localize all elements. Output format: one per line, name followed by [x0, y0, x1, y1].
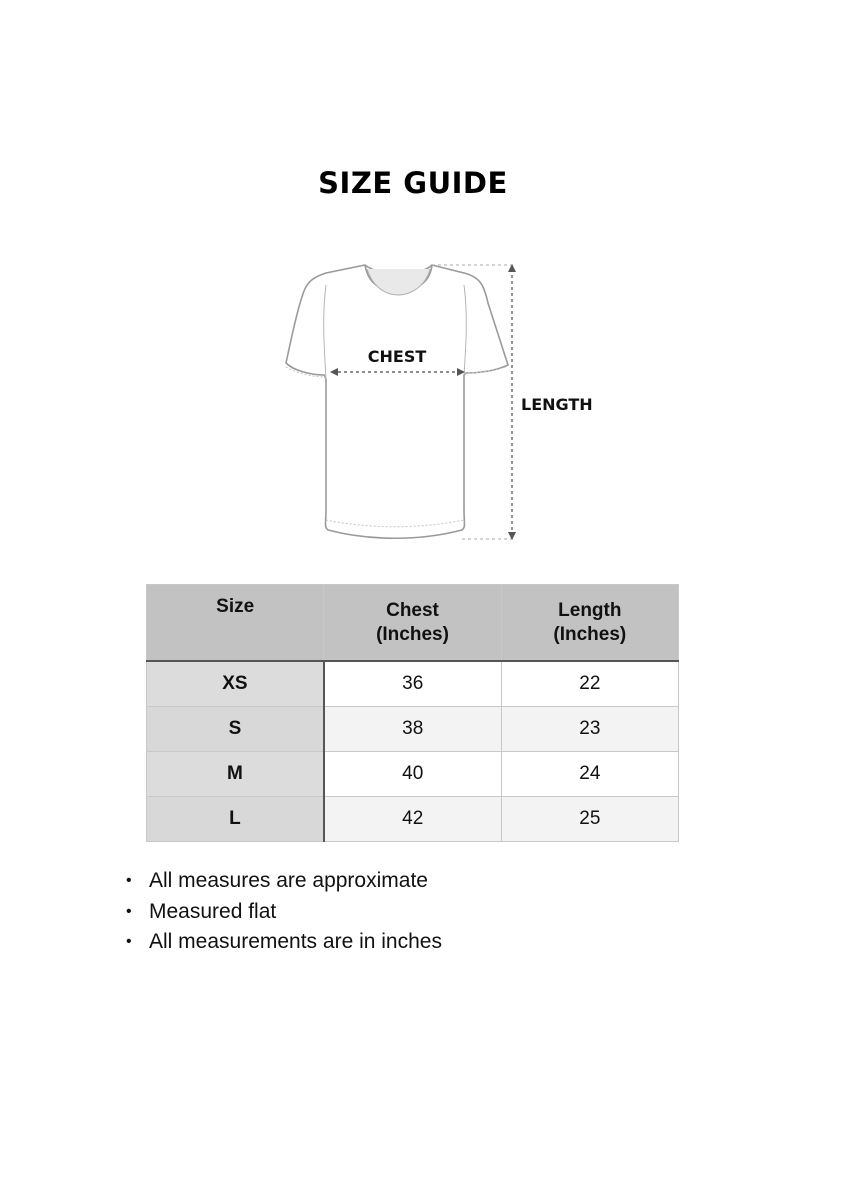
- notes-list: [126, 866, 442, 958]
- chest-cell: 40: [324, 752, 501, 797]
- list-item: • All measurements are in inches: [126, 927, 442, 958]
- size-table: [146, 584, 679, 842]
- table-row: [147, 752, 679, 797]
- table-row: [147, 707, 679, 752]
- tshirt-diagram: [270, 255, 630, 555]
- chest-label: CHEST: [367, 347, 427, 366]
- header-size: Size: [147, 585, 324, 662]
- chest-cell: 42: [324, 797, 501, 842]
- table-row: [147, 661, 679, 707]
- table-row: [147, 797, 679, 842]
- page-title: SIZE GUIDE: [318, 166, 508, 200]
- size-cell: L: [147, 797, 324, 842]
- bullet-icon: •: [126, 872, 132, 889]
- length-cell: 22: [501, 661, 678, 707]
- chest-cell: 36: [324, 661, 501, 707]
- length-cell: 23: [501, 707, 678, 752]
- length-cell: 24: [501, 752, 678, 797]
- size-cell: S: [147, 707, 324, 752]
- tshirt-outline: [286, 265, 508, 538]
- size-cell: M: [147, 752, 324, 797]
- header-chest: Chest (Inches): [324, 585, 501, 662]
- size-cell: XS: [147, 661, 324, 707]
- list-item: • Measured flat: [126, 897, 442, 928]
- length-label: LENGTH: [521, 395, 593, 414]
- chest-cell: 38: [324, 707, 501, 752]
- length-arrow-bottom-icon: [508, 532, 516, 540]
- bullet-icon: •: [126, 933, 132, 950]
- length-arrow-top-icon: [508, 264, 516, 272]
- length-cell: 25: [501, 797, 678, 842]
- list-item: • All measures are approximate: [126, 866, 442, 897]
- table-header-row: [147, 585, 679, 662]
- header-length: Length (Inches): [501, 585, 678, 662]
- bullet-icon: •: [126, 902, 132, 920]
